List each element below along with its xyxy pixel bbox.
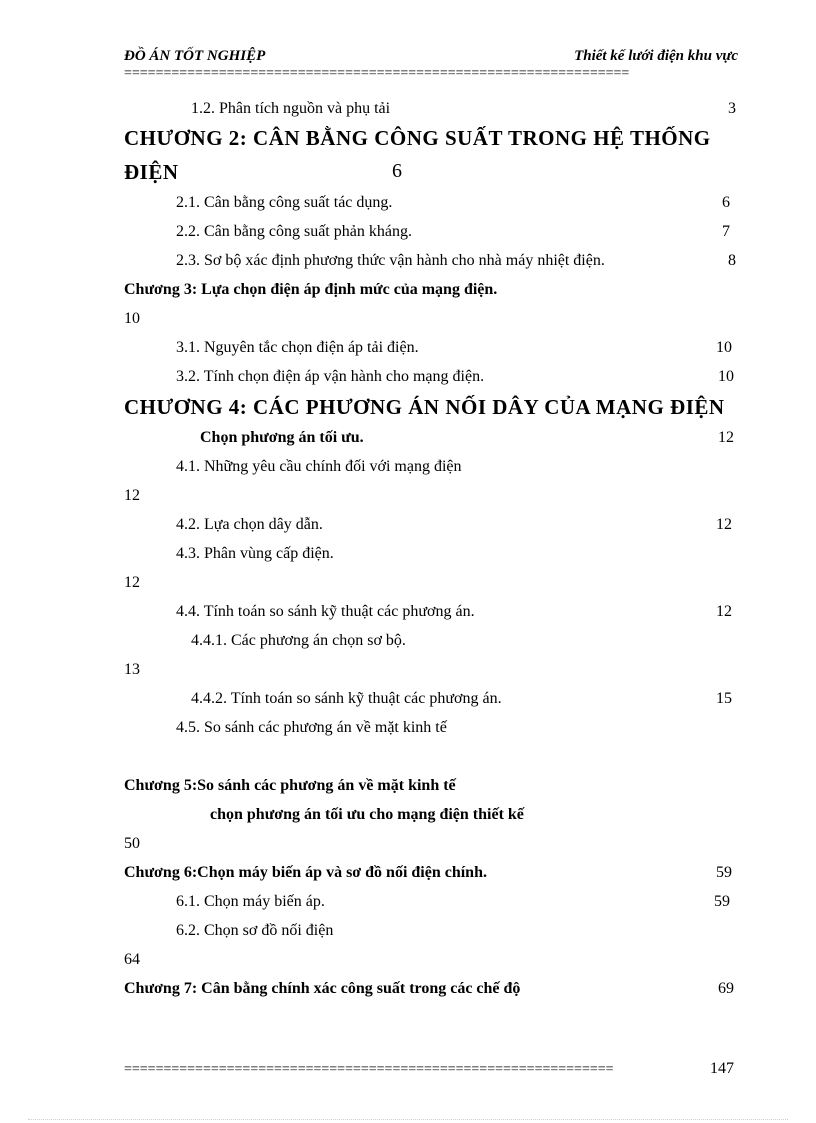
- footer-page-number: 147: [710, 1060, 734, 1077]
- toc-entry-2-1: 2.1. Cân bằng công suất tác dụng.: [176, 194, 393, 211]
- toc-page-2-1: 6: [722, 194, 730, 211]
- toc-page-4-2: 12: [716, 516, 732, 533]
- toc-page-chapter-7: 69: [718, 980, 734, 997]
- toc-page-chapter-5: 50: [124, 835, 140, 852]
- toc-chapter-3-title: Chương 3: Lựa chọn điện áp định mức của mạng điện.: [124, 281, 498, 298]
- toc-entry-4-1: 4.1. Những yêu cầu chính đối với mạng điện: [176, 458, 462, 475]
- toc-page-4-4: 12: [716, 603, 732, 620]
- toc-chapter-7-title: Chương 7: Cân bằng chính xác công suất trong các chế độ: [124, 980, 521, 997]
- toc-chapter-2-title: CHƯƠNG 2: CÂN BẰNG CÔNG SUẤT TRONG HỆ THỐNG: [124, 126, 711, 150]
- header-left-title: ĐỒ ÁN TỐT NGHIỆP: [124, 48, 266, 64]
- toc-page-2-3: 8: [728, 252, 736, 269]
- toc-chapter-2-title-cont: ĐIỆN: [124, 160, 179, 184]
- page-bottom-divider: [28, 1119, 788, 1120]
- toc-entry-2-3: 2.3. Sơ bộ xác định phương thức vận hành cho nhà máy nhiệt điện.: [176, 252, 605, 269]
- toc-page-1-2: 3: [728, 100, 736, 117]
- toc-page-6-1: 59: [714, 893, 730, 910]
- toc-entry-1-2: 1.2. Phân tích nguồn và phụ tải: [191, 100, 391, 117]
- toc-page-4-1: 12: [124, 487, 140, 504]
- toc-entry-3-2: 3.2. Tính chọn điện áp vận hành cho mạng điện.: [176, 368, 485, 385]
- toc-entry-3-1: 3.1. Nguyên tắc chọn điện áp tải điện.: [176, 339, 419, 356]
- toc-entry-4-4-2: 4.4.2. Tính toán so sánh kỹ thuật các phương án.: [191, 690, 502, 707]
- toc-page-3-1: 10: [716, 339, 732, 356]
- toc-page-6-2: 64: [124, 951, 140, 968]
- toc-page-chapter-4: 12: [718, 429, 734, 446]
- toc-page-3-2: 10: [718, 368, 734, 385]
- toc-entry-4-5: 4.5. So sánh các phương án về mặt kinh tế: [176, 719, 447, 736]
- header-right-title: Thiết kế lưới điện khu vực: [574, 48, 738, 64]
- toc-chapter-4-subtitle: Chọn phương án tối ưu.: [200, 429, 364, 446]
- toc-entry-2-2: 2.2. Cân bằng công suất phản kháng.: [176, 223, 412, 240]
- header-rule: ================================================================: [124, 66, 630, 81]
- toc-entry-4-3: 4.3. Phân vùng cấp điện.: [176, 545, 334, 562]
- toc-entry-4-4: 4.4. Tính toán so sánh kỹ thuật các phương án.: [176, 603, 475, 620]
- toc-page-4-4-1: 13: [124, 661, 140, 678]
- toc-page-chapter-3: 10: [124, 310, 140, 327]
- toc-page-4-4-2: 15: [716, 690, 732, 707]
- toc-page-2-2: 7: [722, 223, 730, 240]
- toc-page-chapter-6: 59: [716, 864, 732, 881]
- toc-entry-6-2: 6.2. Chọn sơ đồ nối điện: [176, 922, 334, 939]
- toc-entry-4-4-1: 4.4.1. Các phương án chọn sơ bộ.: [191, 632, 406, 649]
- toc-chapter-5-title: Chương 5:So sánh các phương án về mặt kinh tế: [124, 777, 456, 794]
- toc-entry-4-2: 4.2. Lựa chọn dây dẫn.: [176, 516, 323, 533]
- footer-rule: ==============================================================: [124, 1062, 614, 1077]
- toc-chapter-5-subtitle: chọn phương án tối ưu cho mạng điện thiết kế: [210, 806, 524, 823]
- toc-chapter-6-title: Chương 6:Chọn máy biến áp và sơ đồ nối điện chính.: [124, 864, 487, 881]
- toc-chapter-4-title: CHƯƠNG 4: CÁC PHƯƠNG ÁN NỐI DÂY CỦA MẠNG ĐIỆN: [124, 395, 725, 419]
- toc-page-chapter-2: 6: [392, 160, 402, 182]
- toc-entry-6-1: 6.1. Chọn máy biến áp.: [176, 893, 325, 910]
- toc-page-4-3: 12: [124, 574, 140, 591]
